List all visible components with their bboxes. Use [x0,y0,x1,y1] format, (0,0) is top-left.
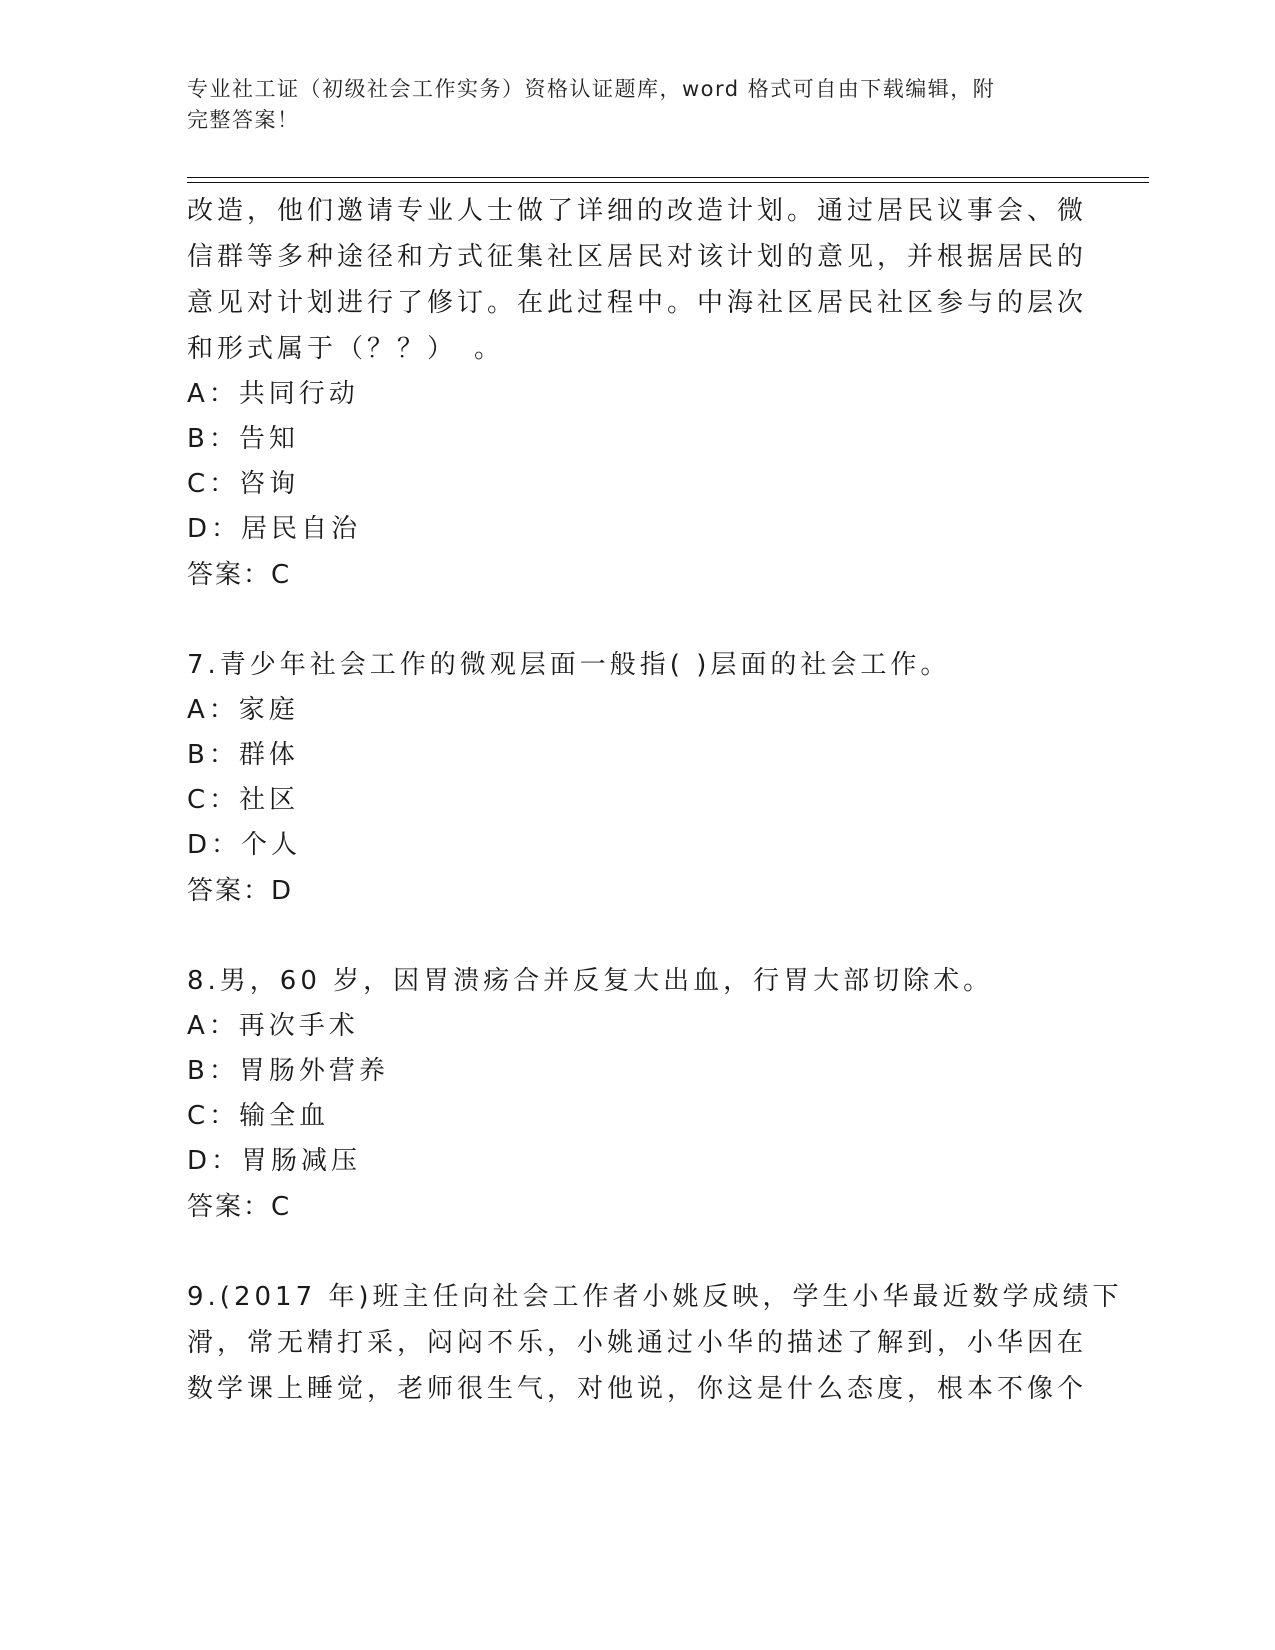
question-7-answer: 答案：D [187,876,294,906]
question-8-option-c: C：输全血 [187,1101,330,1131]
question-6 [187,188,1087,598]
question-6-option-b: B：告知 [187,424,299,454]
spacer [187,1230,1087,1274]
question-7-option-b: B：群体 [187,740,299,770]
question-6-option-a: A：共同行动 [187,379,359,409]
question-6-answer: 答案：C [187,560,292,590]
question-8-option-d: D：胃肠减压 [187,1146,362,1176]
question-8-answer: 答案：C [187,1192,292,1222]
question-7-stem: 7.青少年社会工作的微观层面一般指( )层面的社会工作。 [187,650,951,680]
question-7-option-c: C：社区 [187,785,300,815]
spacer [187,914,1087,958]
question-9-stem-line-2: 滑，常无精打采，闷闷不乐，小姚通过小华的描述了解到，小华因在 [187,1328,1088,1358]
question-9-stem-line-1: 9.(2017 年)班主任向社会工作者小姚反映，学生小华最近数学成绩下 [187,1282,1123,1312]
question-8-option-a: A：再次手术 [187,1011,359,1041]
header-rule-bottom [187,182,1149,183]
question-8-stem: 8.男，60 岁，因胃溃疡合并反复大出血，行胃大部切除术。 [187,966,994,996]
question-6-option-c: C：咨询 [187,469,300,499]
question-7-option-a: A：家庭 [187,695,299,725]
question-6-stem-line-1: 改造，他们邀请专业人士做了详细的改造计划。通过居民议事会、微 [187,196,1088,226]
question-6-stem-line-4: 和形式属于（？？） 。 [187,334,505,364]
question-8 [187,958,1087,1230]
header-rule-top [187,177,1149,178]
question-6-option-d: D：居民自治 [187,514,362,544]
spacer [187,598,1087,642]
question-7 [187,642,1087,914]
question-9-stem-line-3: 数学课上睡觉，老师很生气，对他说，你这是什么态度，根本不像个 [187,1374,1088,1404]
header-line-1: 专业社工证（初级社会工作实务）资格认证题库，word 格式可自由下载编辑，附 [187,77,996,101]
page-header [187,74,1067,136]
header-line-2: 完整答案！ [187,108,300,132]
document-body [187,188,1123,1412]
question-6-stem-line-3: 意见对计划进行了修订。在此过程中。中海社区居民社区参与的层次 [187,288,1088,318]
question-8-option-b: B：胃肠外营养 [187,1056,389,1086]
question-6-stem-line-2: 信群等多种途径和方式征集社区居民对该计划的意见，并根据居民的 [187,242,1088,272]
question-9 [187,1274,1123,1412]
question-7-option-d: D：个人 [187,830,302,860]
